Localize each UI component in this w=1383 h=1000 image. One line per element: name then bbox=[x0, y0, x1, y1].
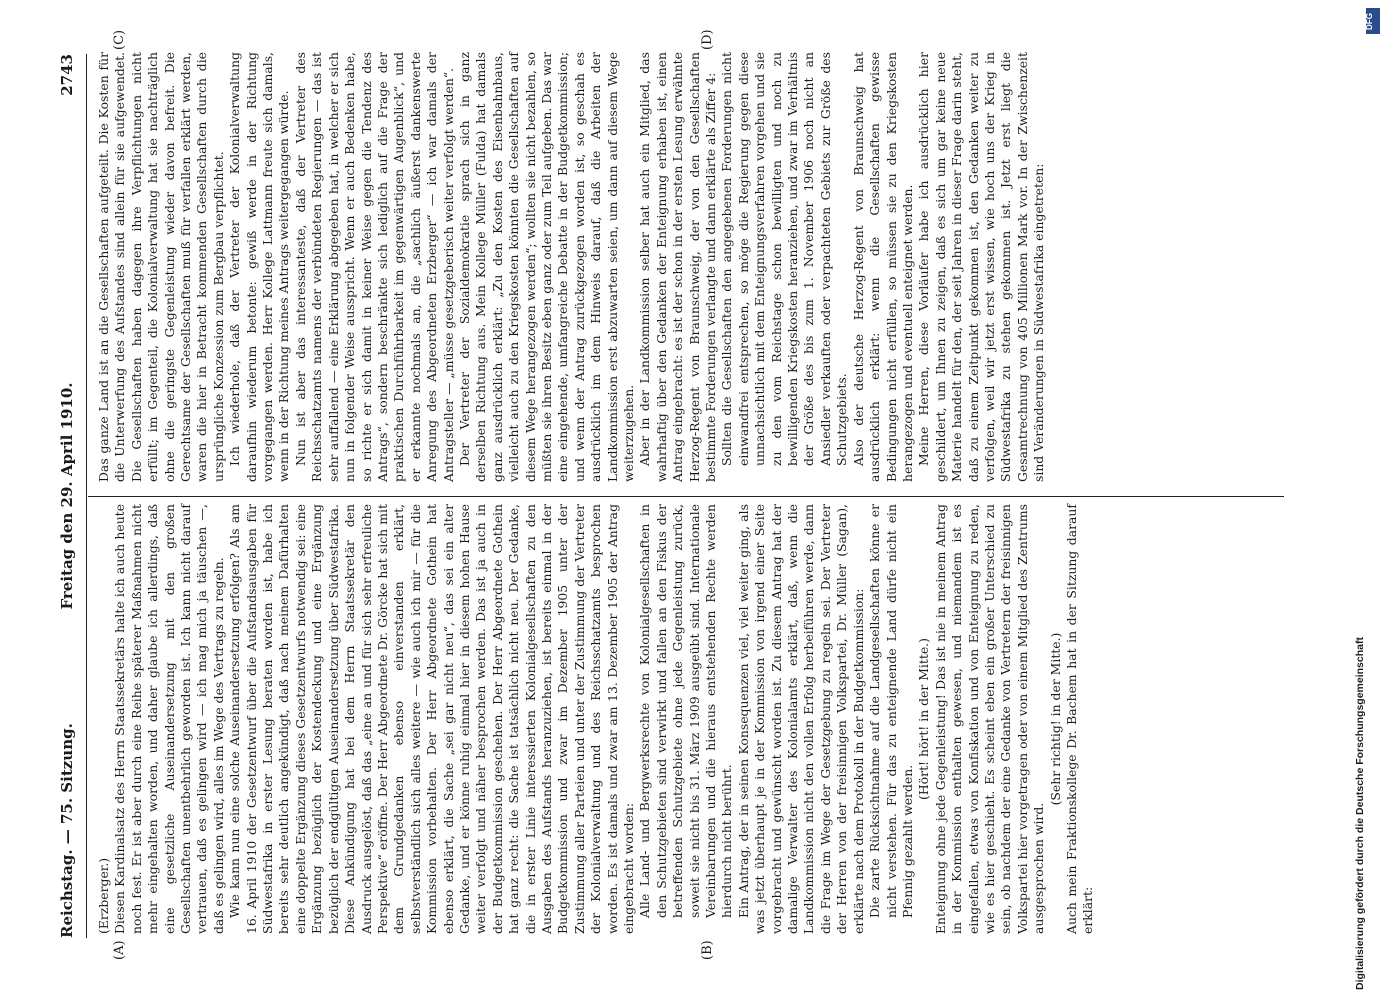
margin-mark-b: (B) bbox=[700, 940, 715, 960]
right-column bbox=[96, 52, 1048, 482]
paragraph: Sollten die Gesellschaften den angegebenen Forderungen nicht einwandfrei entsprechen, so möge die Regierung gegen diese unnachsichtlich mit dem Enteignungsverfahren vorgehen und sie zu den vom Reichstage schon bewilligten und noch zu bewilligenden Kriegskosten heranziehen, und zwar im Verhältnis der Größe des bis zum 1. November 1906 noch nicht an Ansiedler verkauften oder verpachteten Gebiets zur Größe des Schutzgebiets. bbox=[719, 52, 850, 466]
paragraph: Alle Land- und Bergwerksrechte von Kolonialgesellschaften in den Schutzgebieten sind verwirkt und fallen an den Fiskus der betreffenden Schutzgebiete ohne jede Gegenleistung zurück, soweit sie nicht bis 31. März 1909 ausgeübt sind. Internationale Vereinbarungen und die hieraus entstehenden Rechte werden hierdurch nicht berührt. bbox=[637, 504, 735, 918]
paragraph: Wie kann nun eine solche Auseinandersetzung erfolgen? Als am 16. April 1910 der Gesetzentwurf über die Aufstandsausgaben für Südwestafrika in erster Lesung beraten worden ist, habe ich bereits sehr deutlich angekündigt, daß nach meinem Dafürhalten eine doppelte Ergänzung dieses Gesetzentwurfs notwendig sei: eine Ergänzung bezüglich der Kostendeckung und eine Ergänzung bezüglich der endgültigen Auseinandersetzung über Südwestafrika. Diese Ankündigung hat bei dem Herrn Staatssekretär den Ausdruck ausgelöst, daß das „eine an und für sich sehr erfreuliche Perspektive“ eröffne. Der Herr Abgeordnete Dr. Görcke hat sich mit dem Grundgedanken ebenso einverstanden erklärt, selbstverständlich sich alles weitere — wie auch ich mir — für die Kommission vorbehalten. Der Herr Abgeordnete Gothein hat ebenso erklärt, die Sache „sei gar nicht neu“, das sei ein alter Gedanke, und er könne ruhig einmal hier in diesem hohen Hause weiter verfolgt und näher besprochen werden. Das ist ja auch in der Budgetkommission geschehen. Der Herr Abgeordnete Gothein hat ganz recht: die Sache ist tatsächlich nicht neu. Der Gedanke, die in erster Linie interessierten Kolonialgesellschaften zu den Ausgaben des Aufstands heranzuziehen, ist bereits einmal in der Budgetkommission und zwar im Dezember 1905 unter der Zustimmung aller Parteien und unter der Zustimmung der Vertreter der Kolonialverwaltung und des Reichsschatzamts besprochen worden. Es ist damals und zwar am 13. Dezember 1905 der Antrag eingebracht worden: bbox=[227, 504, 636, 934]
paragraph: Die zarte Rücksichtnahme auf die Landgesellschaften könne er nicht verstehen. Für das zu enteignende Land dürfe nicht ein Pfennig gezahlt werden. bbox=[867, 504, 915, 918]
paragraph: (Erzberger.) bbox=[96, 857, 111, 934]
margin-mark-d: (D) bbox=[700, 29, 715, 50]
paragraph: (Hört! hört! in der Mitte.) bbox=[916, 638, 932, 800]
dfg-logo-text: DFG bbox=[1364, 13, 1374, 30]
left-column bbox=[96, 504, 1097, 934]
margin-mark-a: (A) bbox=[112, 940, 127, 960]
paragraph: Meine Herren, diese Vorläufer habe ich ausdrücklich hier geschildert, um Ihnen zu zeigen, daß es sich um gar keine neue Materie handelt für den, der seit Jahren in dieser Frage darin steht, daß zu einem Zeitpunkt gekommen ist, den Gedanken weiter zu verfolgen, weil wir jetzt erst wissen, wie hoch uns der Krieg in Südwestafrika zu stehen gekommen ist. Jetzt erst liegt die Gesamtrechnung von 405 Millionen Mark vor. In der Zwischenzeit sind Veränderungen in Südwestafrika eingetreten: bbox=[916, 52, 1047, 482]
footer-text: Digitalisierung gefördert durch die Deutsche Forschungsgemeinschaft bbox=[1354, 637, 1366, 990]
margin-mark-c: (C) bbox=[112, 29, 127, 50]
paragraph: Diesen Kardinalsatz des Herrn Staatssekretärs halte ich auch heute noch fest. Er ist aber durch eine Reihe späterer Maßnahmen nicht mehr eingehalten worden, und daher glaube ich allerdings, daß eine gesetzliche Auseinandersetzung mit den großen Gesellschaften unentbehrlich geworden ist. Ich kann nicht darauf vertrauen, daß es gelingen wird — ich mag mich ja täuschen —, daß es gelingen wird, alles im Wege des Vertrags zu regeln. bbox=[112, 504, 226, 934]
paragraph: Aber in der Landkommission selber hat auch ein Mitglied, das wahrhaftig über den Gedanken der Enteignung erhaben ist, einen Antrag eingebracht: es ist der schon in der ersten Lesung erwähnte Herzog-Regent von Braunschweig, der von den Gesellschaften bestimmte Forderungen verlangte und dann erklärte als Ziffer 4: bbox=[637, 52, 719, 482]
paragraph: Enteignung ohne jede Gegenleistung! Das ist nie in meinem Antrag in der Kommission enthalten gewesen, und niemandem ist es eingefallen, etwas von Konfiskation und von Enteignung zu reden, wie es hier geschieht. Es scheint eben ein großer Unterschied zu sein, ob nachdem der eine Gedanke von Vertretern der freisinnigen Volkspartei hier vorgetragen oder von einem Mitglied des Zentrums ausgesprochen wird. bbox=[932, 504, 1047, 934]
paragraph: Ich wiederhole, daß der Vertreter der Kolonialverwaltung daraufhin wiederum betonte: gewiß werde in der Richtung vorgegangen werden. Herr Kollege Lattmann freute sich damals, wenn in der Richtung meines Antrags weitergegangen würde. bbox=[227, 52, 292, 482]
digitization-footer bbox=[1353, 10, 1381, 990]
header-center: Freitag den 29. April 1910. bbox=[58, 382, 76, 610]
paragraph: Auch mein Fraktionskollege Dr. Bachem hat in der Sitzung darauf erklärt: bbox=[1063, 504, 1096, 934]
paragraph: Nun ist aber das interessanteste, daß der Vertreter des Reichsschatzamts namens der verbündeten Regierungen — das ist sehr auffallend — eine Erklärung abgegeben hat, in welcher er sich nun in folgender Weise ausspricht. Wenn er auch Bedenken habe, so richte er sich damit in keiner Weise gegen die Tendenz des Antrags“, sondern beschränkte sich lediglich auf die Frage der praktischen Durchführbarkeit im gegenwärtigen Augenblick“, und er erkannte nochmals an, die „sachlich äußerst dankenswerte Anregung des Abgeordneten Erzberger“ — ich war damals der Antragsteller — „müsse gesetzgeberisch weiter verfolgt werden“. bbox=[292, 52, 456, 482]
paragraph: Also der deutsche Herzog-Regent von Braunschweig hat ausdrücklich erklärt: wenn die Gesellschaften gewisse Bedingungen nicht erfüllen, so müssen sie zu den Kriegskosten herangezogen und eventuell enteignet werden. bbox=[850, 52, 915, 482]
header-rule bbox=[86, 54, 87, 938]
paragraph: Ein Antrag, der in seinen Konsequenzen viel, viel weiter ging, als was jetzt überhaupt je in der Kommission von irgend einer Seite vorgebracht und gewünscht worden ist. Zu diesem Antrag hat der damalige Verwalter des Kolonialamts erklärt, daß, wenn die Landkommission nicht den vollen Erfolg herbeiführen werde, dann die Frage im Wege der Gesetzgebung zu regeln sei. Der Vertreter der Herren von der freisinnigen Volkspartei, Dr. Müller (Sagan), erklärte nach dem Protokoll in der Budgetkommission: bbox=[735, 504, 866, 934]
paragraph: Der Vertreter der Sozialdemokratie sprach sich in ganz derselben Richtung aus. Mein Kollege Müller (Fulda) hat damals ganz ausdrücklich erklärt: „Zu den Kosten des Eisenbahnbaus, vielleicht auch zu den Kriegskosten könnten die Gesellschaften auf diesem Wege herangezogen werden“; wollten sie nicht bezahlen, so müßten sie ihren Besitz eben ganz oder zum Teil aufgeben. Das war eine eingehende, umfangreiche Debatte in der Budgetkommission; und wenn der Antrag zurückgezogen worden ist, so geschah es ausdrücklich im dem Hinweis darauf, daß die Arbeiten der Landkommission erst abzuwarten seien, um dann auf diesem Wege weiterzugehen. bbox=[456, 52, 636, 482]
column-divider bbox=[88, 496, 1284, 497]
paragraph: Das ganze Land ist an die Gesellschaften aufgeteilt. Die Kosten für die Unterwerfung des Aufstandes sind allein für sie aufgewendet. Die Gesellschaften haben dagegen ihre Verpflichtungen nicht erfüllt; im Gegenteil, die Kolonialverwaltung hat sie nachträglich ohne die geringste Gegenleistung wieder davon befreit. Die Gerechtsame der Gesellschaften muß für verfallen erklärt werden, waren die hier in Betracht kommenden Gesellschaften durch die ursprüngliche Konzession zum Bergbau verpflichtet. bbox=[96, 52, 226, 482]
page-header bbox=[58, 54, 82, 938]
header-left: Reichstag. — 75. Sitzung. bbox=[58, 723, 76, 938]
page-number: 2743 bbox=[58, 54, 76, 96]
paragraph: (Sehr richtig! in der Mitte.) bbox=[1047, 632, 1063, 806]
dfg-logo bbox=[1366, 8, 1380, 34]
